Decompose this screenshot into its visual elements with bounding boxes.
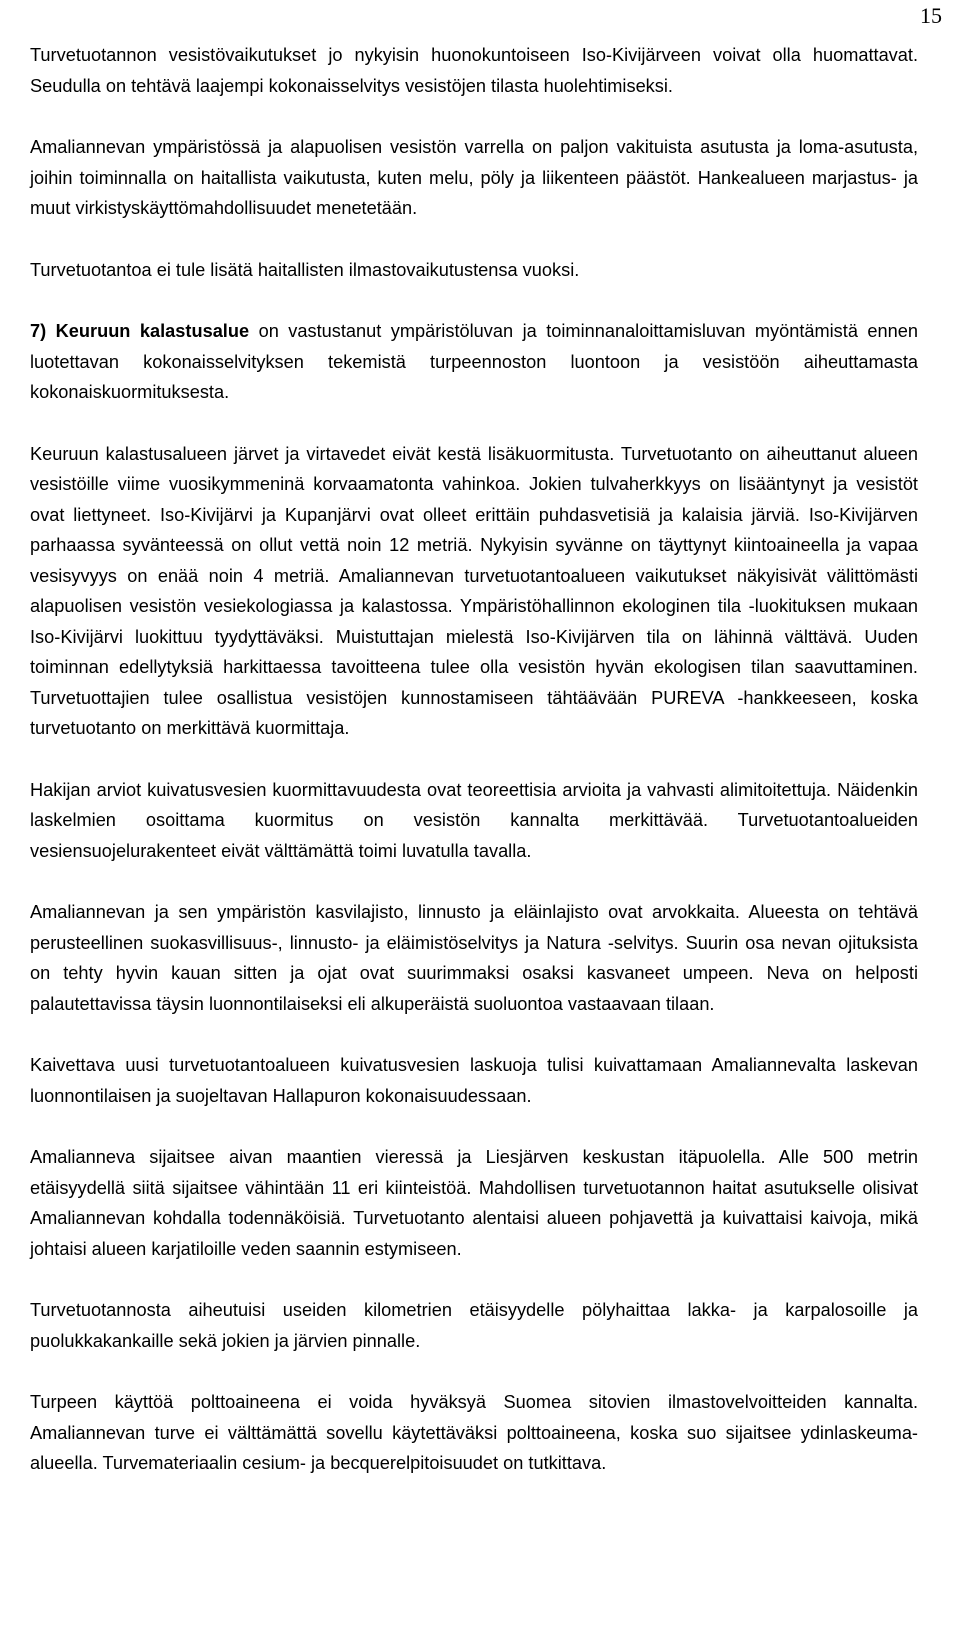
paragraph-7: Amaliannevan ja sen ympäristön kasvilajisto, linnusto ja eläinlajisto ovat arvokkaita. Alueesta on tehtävä perusteellinen suokasvillisuus-, linnusto- ja eläimistöselvitys ja Natura -selvitys. Suurin osa nevan ojituksista on tehty hyvin kauan sitten ja ojat ovat suurimmaksi osaksi kasvaneet umpeen. Neva on helposti palautettavissa täysin luonnontilaiseksi eli alkuperäistä suoluontoa vastaavaan tilaan. — [30, 902, 918, 1014]
paragraph-2: Amaliannevan ympäristössä ja alapuolisen vesistön varrella on paljon vakituista asutusta ja loma-asutusta, joihin toiminnalla on haitallista vaikutusta, kuten melu, pöly ja liikenteen päästöt. Hankealueen marjastus- ja muut virkistyskäyttömahdollisuudet menetetään. — [30, 137, 918, 218]
paragraph-11: Turpeen käyttöä polttoaineena ei voida hyväksyä Suomea sitovien ilmastovelvoitteiden kannalta. Amaliannevan turve ei välttämättä sovellu käytettäväksi polttoaineena, koska suo sijaitsee ydinlaskeuma-alueella. Turvemateriaalin cesium- ja becquerelpitoisuudet on tutkittava. — [30, 1392, 918, 1473]
document-body — [30, 40, 918, 1479]
paragraph-4-text: on vastustanut ympäristöluvan ja toiminnanaloittamisluvan myöntämistä ennen luotettavan kokonaisselvityksen tekemistä turpeennoston luontoon ja vesistöön aiheuttamasta kokonaiskuormituksesta. — [30, 321, 918, 402]
paragraph-4 — [30, 316, 918, 408]
paragraph-6: Hakijan arviot kuivatusvesien kuormittavuudesta ovat teoreettisia arvioita ja vahvasti alimitoitettuja. Näidenkin laskelmien osoittama kuormitus on vesistön kannalta merkittävää. Turvetuotantoalueiden vesiensuojelurakenteet eivät välttämättä toimi luvatulla tavalla. — [30, 779, 918, 861]
paragraph-4-lead: 7) Keuruun kalastusalue — [30, 321, 250, 341]
paragraph-3: Turvetuotantoa ei tule lisätä haitallisten ilmastovaikutustensa vuoksi. — [30, 259, 580, 280]
paragraph-1: Turvetuotannon vesistövaikutukset jo nykyisin huonokuntoiseen Iso-Kivijärveen voivat olla huomattavat. Seudulla on tehtävä laajempi kokonaisselvitys vesistöjen tilasta huolehtimiseksi. — [30, 45, 918, 96]
paragraph-8: Kaivettava uusi turvetuotantoalueen kuivatusvesien laskuoja tulisi kuivattamaan Amaliannevalta laskevan luonnontilaisen ja suojeltavan Hallapuron kokonaisuudessaan. — [30, 1055, 918, 1106]
paragraph-10: Turvetuotannosta aiheutuisi useiden kilometrien etäisyydelle pölyhaittaa lakka- ja karpalosoille ja puolukkakankaille sekä jokien ja järvien pinnalle. — [30, 1300, 918, 1351]
paragraph-5: Keuruun kalastusalueen järvet ja virtavedet eivät kestä lisäkuormitusta. Turvetuotanto on aiheuttanut alueen vesistöille viime vuosikymmeninä korvaamatonta vahinkoa. Jokien tulvaherkkyys on lisääntynyt ja vesistöt ovat liettyneet. Iso-Kivijärvi ja Kupanjärvi ovat olleet erittäin puhdasvetisiä ja kalaisia järviä. Iso-Kivijärven parhaassa syvänteessä on ollut vettä noin 12 metriä. Nykyisin syvänne on täyttynyt kiintoaineella ja vapaa vesisyvyys on enää noin 4 metriä. Amaliannevan turvetuotantoalueen vaikutukset näkyisivät välittömästi alapuolisen vesistön vesiekologiassa ja kalastossa. Ympäristöhallinnon ekologinen tila -luokituksen mukaan Iso-Kivijärvi luokittuu tyydyttäväksi. Muistuttajan mielestä Iso-Kivijärven tila on lähinnä välttävä. Uuden toiminnan edellytyksiä harkittaessa tavoitteena tulee olla vesistön hyvän ekologisen tilan saavuttaminen. Turvetuottajien tulee osallistua vesistöjen kunnostamiseen tähtäävään PUREVA -hankkeeseen, koska turvetuotanto on merkittävä kuormittaja. — [30, 443, 918, 738]
paragraph-9: Amalianneva sijaitsee aivan maantien vieressä ja Liesjärven keskustan itäpuolella. Alle 500 metrin etäisyydellä siitä sijaitsee vähintään 11 eri kiinteistöä. Mahdollisen turvetuotannon haitat asutukselle olisivat Amaliannevan kohdalla todennäköisiä. Turvetuotanto alentaisi alueen pohjavettä ja kuivattaisi kaivoja, mikä johtaisi alueen karjatiloille veden saannin estymiseen. — [30, 1147, 918, 1259]
page-number: 15 — [920, 3, 942, 28]
